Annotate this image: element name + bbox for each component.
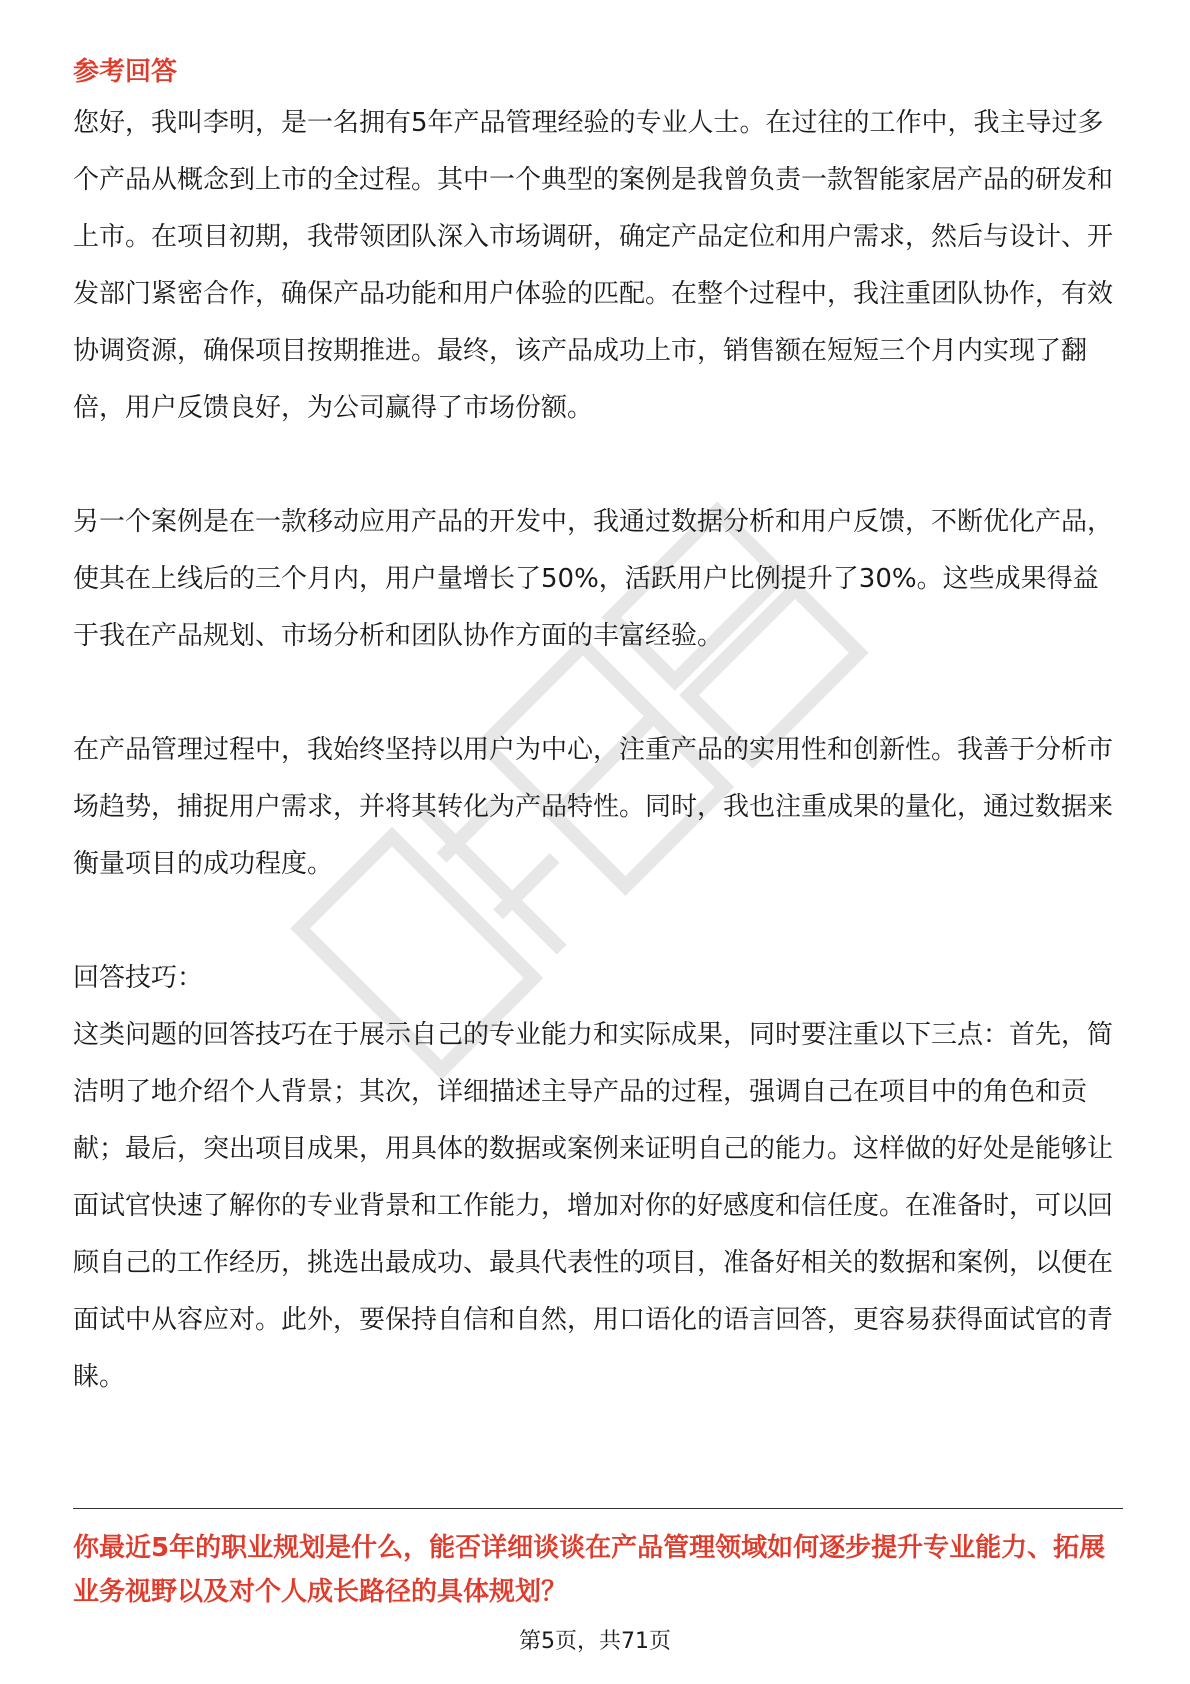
tips-paragraph: 这类问题的回答技巧在于展示自己的专业能力和实际成果，同时要注重以下三点：首先，简洁明了地介绍个人背景；其次，详细描述主导产品的过程，强调自己在项目中的角色和贡献；最后，突出项目成果，用具体的数据或案例来证明自己的能力。这样做的好处是能够让面试官快速了解你的专业背景和工作能力，增加对你的好感度和信任度。在准备时，可以回顾自己的工作经历，挑选出最成功、最具代表性的项目，准备好相关的数据和案例，以便在面试中从容应对。此外，要保持自信和自然，用口语化的语言回答，更容易获得面试官的青睐。 [73,1020,1114,1392]
section-divider [73,1508,1123,1509]
answer-heading: 参考回答 [73,57,178,87]
answer-paragraph-1: 您好，我叫李明，是一名拥有5年产品管理经验的专业人士。在过往的工作中，我主导过多个产品从概念到上市的全过程。其中一个典型的案例是我曾负责一款智能家居产品的研发和上市。在项目初期，我带领团队深入市场调研，确定产品定位和用户需求，然后与设计、开发部门紧密合作，确保产品功能和用户体验的匹配。在整个过程中，我注重团队协作，有效协调资源，确保项目按期推进。最终，该产品成功上市，销售额在短短三个月内实现了翻倍，用户反馈良好，为公司赢得了市场份额。 [73,108,1114,423]
paragraph-spacer [73,437,1123,494]
tips-label: 回答技巧： [73,963,204,993]
next-question: 你最近5年的职业规划是什么，能否详细谈谈在产品管理领域如何逐步提升专业能力、拓展业务视野以及对个人成长路径的具体规划？ [73,1533,1106,1607]
paragraph-spacer [73,665,1123,722]
paragraph-spacer [73,893,1123,950]
answer-paragraph-2: 另一个案例是在一款移动应用产品的开发中，我通过数据分析和用户反馈，不断优化产品，使其在上线后的三个月内，用户量增长了50%，活跃用户比例提升了30%。这些成果得益于我在产品规划、市场分析和团队协作方面的丰富经验。 [73,507,1114,651]
answer-paragraph-3: 在产品管理过程中，我始终坚持以用户为中心，注重产品的实用性和创新性。我善于分析市场趋势，捕捉用户需求，并将其转化为产品特性。同时，我也注重成果的量化，通过数据来衡量项目的成功程度。 [73,735,1114,879]
page-number: 第5页，共71页 [519,1629,671,1654]
answer-body [73,95,1123,1406]
